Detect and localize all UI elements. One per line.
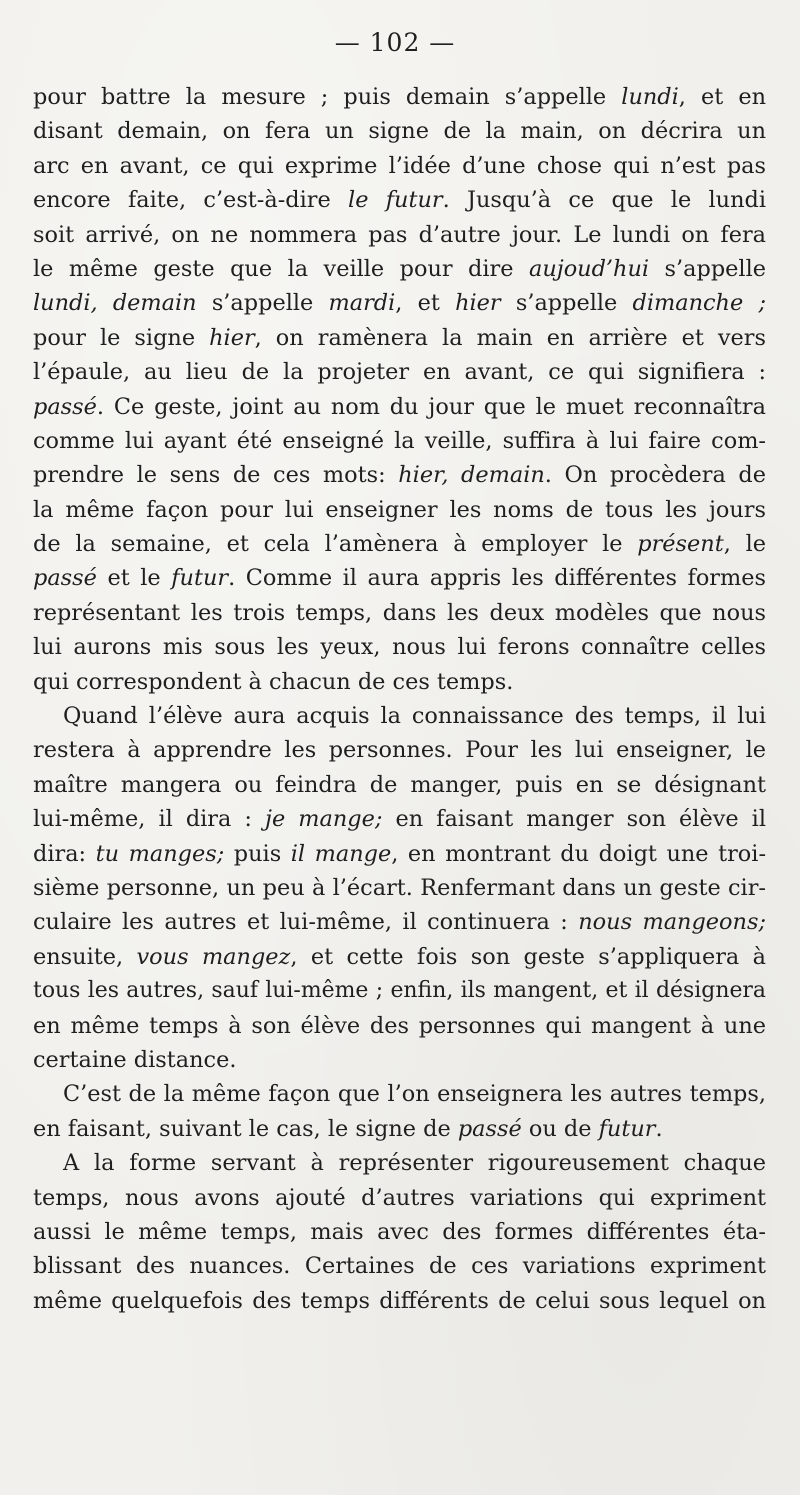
text-line xyxy=(33,974,766,1008)
text-segment: , et en xyxy=(678,84,766,110)
page-number: — 102 — xyxy=(334,28,456,57)
text-line xyxy=(33,699,766,733)
italic-text: je mange; xyxy=(265,806,383,833)
text-segment: lui aurons mis sous les yeux, nous lui ferons connaître celles xyxy=(33,634,766,661)
italic-text: aujoud’hui xyxy=(528,255,650,282)
text-segment: de la semaine, et cela l’amènera à employer le xyxy=(33,531,638,558)
italic-text: hier, demain xyxy=(398,462,545,489)
italic-text: hier xyxy=(209,324,255,351)
text-line xyxy=(33,218,766,252)
text-line xyxy=(33,596,766,630)
text-line xyxy=(33,940,766,974)
text-segment: s’appelle xyxy=(649,255,766,282)
text-line xyxy=(33,424,766,458)
text-segment: restera à apprendre les personnes. Pour les lui enseigner, le xyxy=(33,737,766,764)
text-line xyxy=(33,286,766,320)
text-segment: temps, nous avons ajouté d’autres variations qui expriment xyxy=(33,1184,766,1211)
text-segment: la même façon pour lui enseigner les noms de tous les jours xyxy=(33,496,766,523)
text-segment: C’est de la même façon que l’on enseignera les autres temps, xyxy=(63,1081,766,1108)
text-line xyxy=(33,114,766,148)
text-line xyxy=(33,390,766,424)
text-segment: . xyxy=(655,1115,663,1142)
text-line xyxy=(33,458,766,492)
text-segment: le même geste que la veille pour dire xyxy=(33,255,529,282)
text-line xyxy=(33,321,766,355)
text-segment: ensuite, xyxy=(33,943,137,970)
text-line xyxy=(33,527,766,561)
italic-text: hier xyxy=(455,290,501,317)
italic-text: passé xyxy=(457,1115,522,1142)
italic-text: nous mangeons; xyxy=(578,909,766,936)
italic-text: lundi, demain xyxy=(33,290,197,317)
text-line xyxy=(33,665,766,699)
text-segment: . Jusqu’à ce que le lundi xyxy=(442,187,766,214)
text-segment: ou de xyxy=(521,1115,599,1142)
text-line xyxy=(33,1077,766,1111)
italic-text: tu manges; xyxy=(95,840,225,867)
text-segment: en faisant manger son élève il xyxy=(382,806,766,833)
text-segment: blissant des nuances. Certaines de ces variations expriment xyxy=(33,1253,766,1280)
italic-text: le futur xyxy=(348,187,443,214)
text-line xyxy=(33,252,766,286)
text-segment: dira: xyxy=(33,840,96,867)
text-segment: arc en avant, ce qui exprime l’idée d’une chose qui n’est pas xyxy=(33,152,766,179)
text-segment: représentant les trois temps, dans les deux modèles que nous xyxy=(33,599,766,626)
text-segment: , en montrant du doigt une troi- xyxy=(391,840,767,867)
text-segment: , le xyxy=(723,531,766,558)
text-segment: disant demain, on fera un signe de la main, on décrira un xyxy=(33,118,766,145)
text-line xyxy=(33,183,766,217)
text-segment: pour battre la mesure ; puis demain s’appelle xyxy=(33,84,622,110)
text-segment: sième personne, un peu à l’écart. Renfermant dans un geste cir- xyxy=(33,874,766,901)
italic-text: futur xyxy=(598,1115,656,1142)
text-segment: en même temps à son élève des personnes qui mangent à une xyxy=(33,1012,766,1039)
italic-text: passé xyxy=(33,393,97,420)
text-line xyxy=(33,149,766,183)
italic-text: passé xyxy=(33,565,97,592)
text-line xyxy=(33,905,766,939)
text-segment: et le xyxy=(96,565,172,592)
body-text xyxy=(33,80,766,1318)
italic-text: lundi xyxy=(621,84,679,110)
text-line xyxy=(33,1009,766,1043)
text-line xyxy=(33,1146,766,1180)
text-line xyxy=(33,837,766,871)
text-segment: s’appelle xyxy=(500,290,633,317)
text-line xyxy=(33,871,766,905)
text-segment: soit arrivé, on ne nommera pas d’autre jour. Le lundi on fera xyxy=(33,221,766,248)
text-segment: pour le signe xyxy=(33,324,210,351)
text-segment: puis xyxy=(224,840,291,867)
italic-text: mardi xyxy=(328,290,396,317)
text-line xyxy=(33,802,766,836)
text-segment: aussi le même temps, mais avec des formes différentes éta- xyxy=(33,1218,766,1245)
italic-text: présent xyxy=(637,531,724,558)
text-segment: en faisant, suivant le cas, le signe de xyxy=(33,1115,458,1142)
italic-text: il mange xyxy=(290,840,392,867)
text-segment: l’épaule, au lieu de la projeter en avant, ce qui signifiera : xyxy=(33,359,766,386)
text-segment: même quelquefois des temps différents de celui sous lequel on xyxy=(33,1287,766,1314)
text-line xyxy=(33,630,766,664)
text-segment: maître mangera ou feindra de manger, puis en se désignant xyxy=(33,771,766,798)
text-line xyxy=(33,1215,766,1249)
text-segment: qui correspondent à chacun de ces temps. xyxy=(33,668,514,695)
text-segment: . Comme il aura appris les différentes formes xyxy=(228,565,766,592)
text-segment: encore faite, c’est-à-dire xyxy=(33,187,349,214)
text-line xyxy=(33,1181,766,1215)
text-segment: prendre le sens de ces mots: xyxy=(33,462,399,489)
text-segment: , et xyxy=(395,290,456,317)
text-segment: , et cette fois son geste s’appliquera à xyxy=(290,943,766,970)
text-line xyxy=(33,80,766,114)
text-line xyxy=(33,355,766,389)
italic-text: vous mangez xyxy=(136,943,291,970)
text-line xyxy=(33,1112,766,1146)
text-line xyxy=(33,1249,766,1283)
italic-text: futur xyxy=(171,565,229,592)
text-line xyxy=(33,561,766,595)
text-segment: . Ce geste, joint au nom du jour que le muet reconnaîtra xyxy=(96,393,766,420)
italic-text: dimanche ; xyxy=(632,290,766,317)
text-segment: s’appelle xyxy=(196,290,329,317)
text-line xyxy=(33,733,766,767)
text-line xyxy=(33,493,766,527)
text-segment: culaire les autres et lui-même, il continuera : xyxy=(33,909,579,936)
text-line xyxy=(33,1043,766,1077)
text-segment: Quand l’élève aura acquis la connaissance des temps, il lui xyxy=(63,703,766,730)
text-segment: tous les autres, sauf lui-même ; enfin, ils mangent, et il désignera xyxy=(33,978,766,1004)
text-line xyxy=(33,1284,766,1318)
text-segment: . On procèdera de xyxy=(544,462,767,489)
text-segment: A la forme servant à représenter rigoureusement chaque xyxy=(63,1150,766,1177)
text-segment: lui-même, il dira : xyxy=(33,806,266,833)
text-segment: , on ramènera la main en arrière et vers xyxy=(254,324,766,351)
text-segment: certaine distance. xyxy=(33,1046,237,1073)
text-line xyxy=(33,768,766,802)
text-segment: comme lui ayant été enseigné la veille, suffira à lui faire com- xyxy=(33,427,766,454)
